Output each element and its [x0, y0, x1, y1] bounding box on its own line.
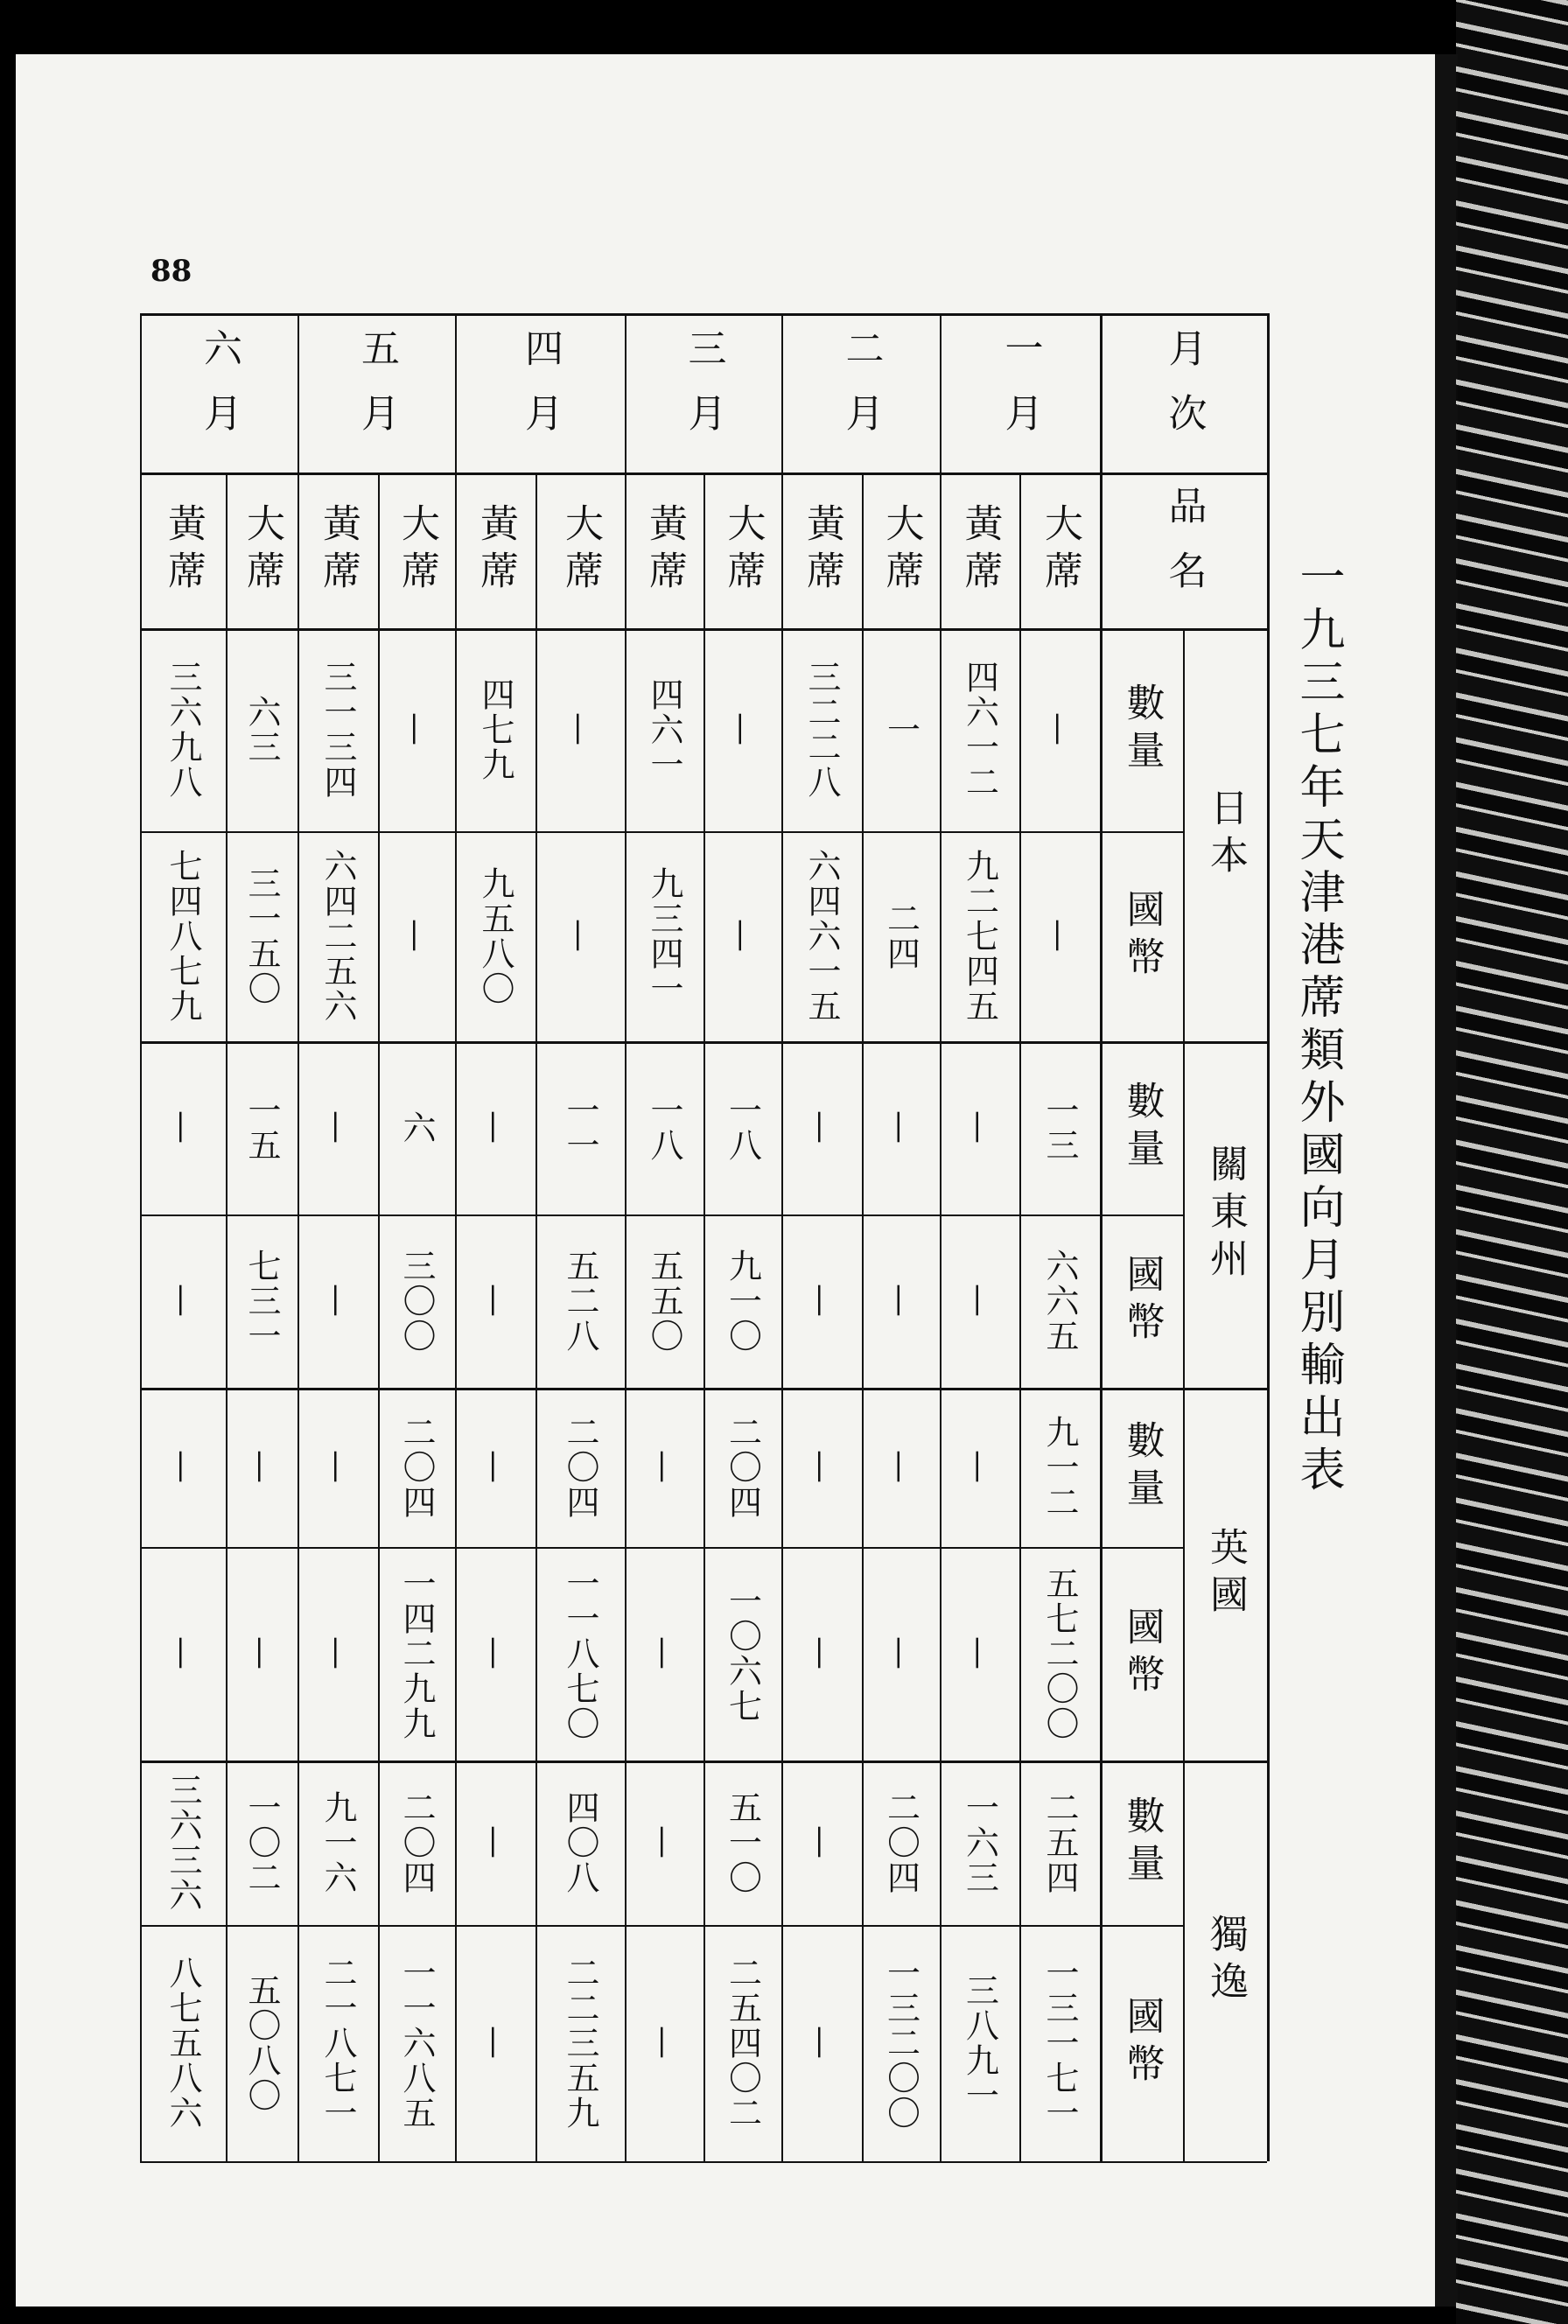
- month-3-header: 三月: [681, 328, 726, 458]
- item-header: 大蓆: [395, 503, 439, 598]
- table-cell: 三二二八: [802, 660, 841, 800]
- table-cell: 二二三五九: [561, 1956, 599, 2131]
- table-cell: —: [645, 1450, 683, 1485]
- value-label: 國幣: [1119, 1254, 1165, 1348]
- table-cell: —: [397, 712, 436, 747]
- table-cell: —: [802, 1825, 841, 1860]
- table-cell: —: [397, 919, 436, 954]
- table-cell: 六六五: [1040, 1249, 1079, 1354]
- table-cell: 四六一: [645, 677, 683, 782]
- table-cell: —: [960, 1110, 999, 1145]
- table-cell: 一: [881, 712, 920, 747]
- country-label: 關東州: [1203, 1144, 1248, 1285]
- table-cell: 六四二五六: [318, 849, 357, 1024]
- value-label: 國幣: [1119, 1606, 1165, 1701]
- table-cell: —: [318, 1284, 357, 1319]
- table-cell: —: [960, 1450, 999, 1485]
- table-cell: —: [802, 1636, 841, 1671]
- table-cell: 一五: [242, 1093, 281, 1163]
- table-cell: 一一: [561, 1093, 599, 1163]
- item-header-label: 品名: [1161, 486, 1207, 615]
- table-cell: 一三一七一: [1040, 1956, 1079, 2131]
- quantity-label: 數量: [1119, 1081, 1165, 1175]
- table-cell: —: [561, 919, 599, 954]
- table-cell: 三一三四: [318, 660, 357, 800]
- table-cell: 二五四〇二: [723, 1956, 762, 2131]
- table-cell: 一六三: [960, 1790, 999, 1895]
- item-header: 大蓆: [240, 503, 284, 598]
- table-cell: —: [1040, 919, 1079, 954]
- table-cell: —: [960, 1636, 999, 1671]
- table-cell: 一〇六七: [723, 1584, 762, 1724]
- item-header: 大蓆: [558, 503, 603, 598]
- table-cell: —: [802, 1450, 841, 1485]
- item-header: 黃蓆: [642, 503, 687, 598]
- table-title: 一九三七年天津港蓆類外國向月別輸出表: [1292, 553, 1344, 1498]
- table-cell: 二〇四: [561, 1415, 599, 1520]
- table-cell: 六三: [242, 695, 281, 765]
- table-cell: 二一八七一: [318, 1956, 357, 2131]
- month-2-header: 二月: [838, 328, 884, 458]
- table-cell: 二〇四: [397, 1415, 436, 1520]
- item-header: 大蓆: [1038, 503, 1082, 598]
- table-cell: —: [476, 1284, 514, 1319]
- table-cell: 一一六八五: [397, 1956, 436, 2131]
- table-cell: 五〇八〇: [242, 1973, 281, 2113]
- table-cell: —: [242, 1450, 281, 1485]
- item-header: 黃蓆: [316, 503, 360, 598]
- month-6-header: 六月: [197, 328, 242, 458]
- table-cell: 一四二九九: [397, 1566, 436, 1741]
- table-cell: 四七九: [476, 677, 514, 782]
- item-header: 黃蓆: [800, 503, 844, 598]
- table-cell: —: [561, 712, 599, 747]
- country-label: 獨逸: [1203, 1914, 1248, 2008]
- quantity-label: 數量: [1119, 1796, 1165, 1890]
- table-cell: —: [476, 1636, 514, 1671]
- table-cell: 五二八: [561, 1249, 599, 1354]
- table-cell: 一三二〇〇: [881, 1956, 920, 2131]
- table-cell: 九三四一: [645, 866, 683, 1006]
- table-cell: 二五四: [1040, 1790, 1079, 1895]
- table-cell: 二〇四: [397, 1790, 436, 1895]
- month-1-header: 一月: [998, 328, 1043, 458]
- item-header: 大蓆: [720, 503, 766, 598]
- table-cell: —: [960, 1284, 999, 1319]
- item-header: 黃蓆: [161, 503, 206, 598]
- table-cell: 五七二〇〇: [1040, 1566, 1079, 1741]
- table-cell: —: [242, 1636, 281, 1671]
- table-cell: 四六一二: [960, 660, 999, 800]
- table-cell: —: [164, 1284, 202, 1319]
- table-cell: —: [645, 2026, 683, 2061]
- table-cell: —: [164, 1450, 202, 1485]
- table-cell: —: [881, 1636, 920, 1671]
- quantity-label: 數量: [1119, 1420, 1165, 1515]
- table-cell: 七三一: [242, 1249, 281, 1354]
- table-cell: 三一五〇: [242, 866, 281, 1006]
- table-cell: 五一〇: [723, 1790, 762, 1895]
- value-label: 國幣: [1119, 1996, 1165, 2090]
- table-cell: 一三: [1040, 1093, 1079, 1163]
- table-cell: —: [802, 2026, 841, 2061]
- table-cell: 九二七四五: [960, 849, 999, 1024]
- table-cell: 二〇四: [723, 1415, 762, 1520]
- table-cell: —: [318, 1636, 357, 1671]
- page-number: 88: [150, 254, 192, 289]
- table-cell: 六: [397, 1110, 436, 1145]
- table-cell: 三〇〇: [397, 1249, 436, 1354]
- table-cell: 四〇八: [561, 1790, 599, 1895]
- table-cell: 八七五八六: [164, 1956, 202, 2131]
- table-cell: —: [1040, 712, 1079, 747]
- table-cell: 一一八七〇: [561, 1566, 599, 1741]
- bottom-rule: [140, 2161, 1267, 2163]
- table-cell: —: [881, 1284, 920, 1319]
- quantity-label: 數量: [1119, 682, 1165, 777]
- table-cell: 二四: [881, 901, 920, 971]
- table-cell: —: [723, 712, 762, 747]
- item-header: 黃蓆: [957, 503, 1003, 598]
- table-cell: 一〇二: [242, 1790, 281, 1895]
- item-header: 大蓆: [878, 503, 924, 598]
- table-cell: —: [881, 1450, 920, 1485]
- table-cell: 一八: [645, 1093, 683, 1163]
- table-cell: 二〇四: [881, 1790, 920, 1895]
- table-cell: 九一二: [1040, 1415, 1079, 1520]
- table-cell: 九一六: [318, 1790, 357, 1895]
- table-cell: 三六三六: [164, 1773, 202, 1913]
- table-cell: 九一〇: [723, 1249, 762, 1354]
- country-label: 日本: [1203, 788, 1248, 882]
- month-4-header: 四月: [518, 328, 563, 458]
- table-cell: 七四八七九: [164, 849, 202, 1024]
- table-cell: 一八: [723, 1093, 762, 1163]
- table-cell: —: [318, 1450, 357, 1485]
- table-cell: 三六九八: [164, 660, 202, 800]
- right-rule: [1267, 313, 1270, 2161]
- value-label: 國幣: [1119, 889, 1165, 984]
- table-cell: —: [645, 1636, 683, 1671]
- table-cell: —: [476, 1825, 514, 1860]
- table-cell: —: [164, 1110, 202, 1145]
- table-cell: 三八九一: [960, 1973, 999, 2113]
- table-cell: —: [318, 1110, 357, 1145]
- table-cell: 九五八〇: [476, 866, 514, 1006]
- table-cell: 五五〇: [645, 1249, 683, 1354]
- table-cell: —: [723, 919, 762, 954]
- table-cell: —: [802, 1110, 841, 1145]
- item-header: 黃蓆: [473, 503, 518, 598]
- month-5-header: 五月: [354, 328, 399, 458]
- table-cell: —: [476, 2026, 514, 2061]
- table-cell: —: [645, 1825, 683, 1860]
- table-cell: —: [881, 1110, 920, 1145]
- month-header-label: 月次: [1161, 328, 1207, 458]
- country-label: 英國: [1203, 1527, 1248, 1621]
- table-cell: 六四六一五: [802, 849, 841, 1024]
- table-cell: —: [802, 1284, 841, 1319]
- table-cell: —: [476, 1110, 514, 1145]
- table-cell: —: [476, 1450, 514, 1485]
- table-cell: —: [164, 1636, 202, 1671]
